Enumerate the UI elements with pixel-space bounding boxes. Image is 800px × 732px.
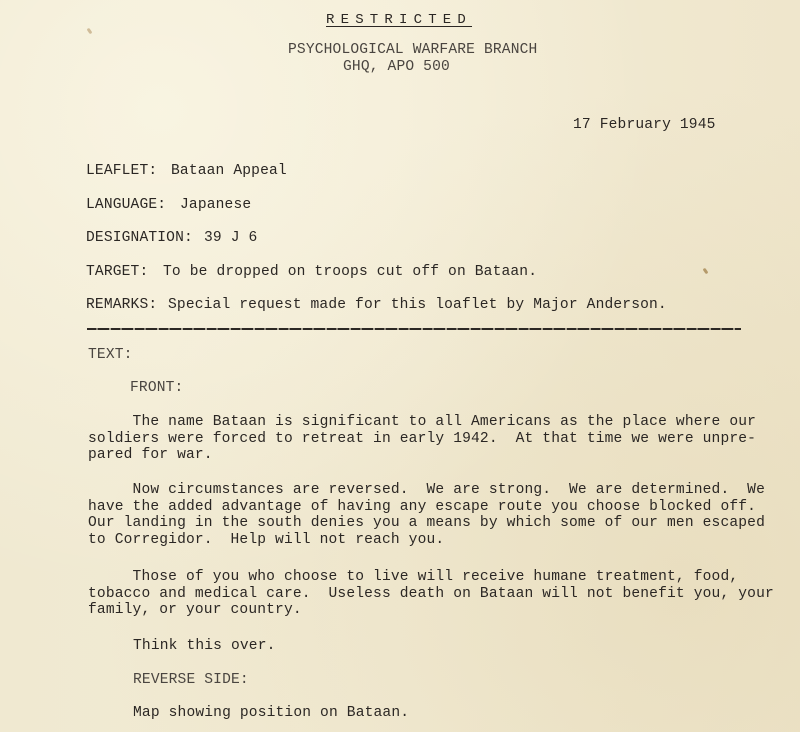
field-label: DESIGNATION: [86, 230, 193, 246]
field-label: REMARKS: [86, 297, 158, 313]
paragraph [88, 569, 774, 619]
section-divider [87, 328, 741, 330]
paragraph-line: Our landing in the south denies you a means by which some of our men escaped [88, 515, 765, 531]
closing-line: Think this over. [133, 638, 276, 654]
paragraph [88, 414, 756, 464]
paragraph-line: pared for war. [88, 447, 213, 463]
field-value: Bataan Appeal [171, 163, 287, 179]
front-heading: FRONT: [130, 380, 184, 396]
paragraph-line: to Corregidor. Help will not reach you. [88, 531, 445, 548]
document-date: 17 February 1945 [573, 117, 716, 133]
organization-name: PSYCHOLOGICAL WARFARE BRANCH [288, 42, 538, 58]
reverse-side-text: Map showing position on Bataan. [133, 705, 410, 721]
field-label: LANGUAGE: [86, 197, 167, 213]
organization-location: GHQ, APO 500 [343, 59, 450, 75]
reverse-side-heading: REVERSE SIDE: [133, 672, 249, 688]
text-heading: TEXT: [88, 347, 133, 363]
paragraph-line: The name Bataan is significant to all Americans as the place where our [88, 414, 757, 430]
field-label: TARGET: [86, 264, 149, 280]
field-value: Japanese [180, 197, 252, 213]
paragraph [88, 482, 765, 548]
field-value: 39 J 6 [204, 230, 258, 246]
paragraph-line: Those of you who choose to live will receive humane treatment, food, [88, 569, 739, 585]
paragraph-line: Now circumstances are reversed. We are strong. We are determined. We [88, 482, 765, 498]
paragraph-line: family, or your country. [88, 602, 302, 618]
field-value: Special request made for this loaflet by Major Anderson. [168, 297, 667, 313]
classification-stamp: RESTRICTED [326, 12, 473, 28]
field-value: To be dropped on troops cut off on Bataan. [163, 264, 538, 280]
paper-speck [87, 28, 93, 35]
field-label: LEAFLET: [86, 163, 158, 179]
paper-speck [703, 268, 709, 275]
paragraph-line: have the added advantage of having any escape route you choose blocked off. [88, 498, 757, 515]
paragraph-line: soldiers were forced to retreat in early 1942. At that time we were unpre- [88, 430, 757, 447]
paragraph-line: tobacco and medical care. Useless death on Bataan will not benefit you, your [88, 585, 774, 602]
